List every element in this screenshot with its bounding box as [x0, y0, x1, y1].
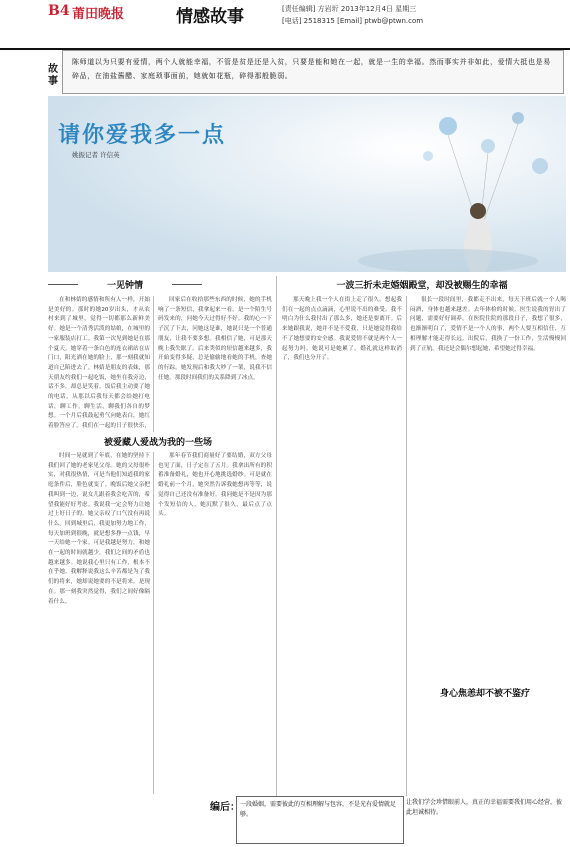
editor-info: [责任编辑] 方岩圻 2013年12月4日 星期三: [282, 5, 417, 13]
article-title: 请你爱我多一点: [58, 123, 227, 148]
text-column: 很长一段时间里，我都走不出来，每天下班后就一个人喝闷酒，身体也越来越差。去年体检的时候，医生说我的胃出了问题，需要好好调养。在医院住院的那段日子，我想了很多，也渐渐明白了，爱情不是一个人的事，两个人要互相信任、互相理解才能走得长远。出院后，我换了一份工作，生活慢慢回到了正轨。我还是会偶尔想起她，希望她过得幸福。: [410, 297, 566, 352]
contact-info: [电话] 2518315 [Email] ptwb@ptwn.com: [282, 17, 424, 25]
subhead-1: 一见钟情: [106, 281, 143, 291]
subhead-4: 身心焦恙却不被不鉴疗: [439, 689, 530, 699]
divider: [48, 284, 78, 285]
story-label: 故事: [48, 64, 58, 87]
section-number: B4: [48, 3, 70, 19]
text-column: 那年春节我们商量好了要结婚，双方父母也见了面，日子定在了五月。我拿出所有的积蓄准备婚礼，她也开心地挑选婚纱。可是就在婚礼前一个月，她突然告诉我她想再等等，说觉得自己还没有准备好。我问她是不是因为那个发短信的人，她沉默了很久，最后点了点头。: [158, 453, 272, 518]
subhead-3: 一波三折未走婚姻殿堂，却没被赐生的幸福: [336, 281, 508, 291]
column-rule: [276, 276, 277, 796]
column-rule: [406, 296, 407, 796]
editor-note-text: 一段婚姻，需要彼此的互相理解与包容，不是光有爱情就足够。: [240, 801, 397, 818]
text-column: 那天晚上我一个人在街上走了很久，想起我们在一起的点点滴滴，心里说不出的难受。我不明白为什么我付出了那么多，她还是要离开。后来她跟我说，她并不是不爱我，只是她觉得我给不了她想要的安全感。我说爱情不就是两个人一起努力吗，她说可是她累了。婚礼就这样取消了，我们也分开了。: [282, 297, 402, 362]
byline: 姚振记者 许信英: [72, 151, 120, 159]
column-rule: [153, 452, 154, 794]
column-title: 情感故事: [176, 7, 244, 27]
editor-note-label: 编后：: [210, 802, 240, 813]
column-rule: [153, 296, 154, 432]
divider: [172, 284, 202, 285]
text-column: 在和林婧的感情和所有人一样，开始是美好的。那时的她20岁出头，才从农村来到了城里，觉得一切都那么新鲜美好。她是一个清秀活泼的姑娘，在城里的一家服装店打工。我第一次见到她是在那个夏天，她穿着一条白色的连衣裙站在店门口，阳光洒在她的脸上，那一刻我就知道自己陷进去了。林婧是朋友的表妹，那天朋友约我们一起吃饭，她坐在我旁边，话不多，却总是笑着。饭后我主动要了她的电话，从那以后我每天都会给她打电话，聊工作，聊生活，聊我们各自的梦想。一个月后我鼓起勇气向她表白，她红着脸答应了。我们在一起的日子很快乐，: [48, 297, 150, 430]
subhead-2: 被爱藏人爱战为我的一些场: [103, 438, 212, 448]
text-column: 回家后在收拾那些东西的时候，她的手机响了一条短信，我拿起来一看，是一个陌生号码发来的，问她今天过得好不好。我的心一下子沉了下去，问她这是谁，她说只是一个普通朋友，让我不要多想。我相信了她，可是那天晚上我失眠了。后来类似的短信越来越多，我开始变得多疑，总是偷偷地看她的手机，查她的行踪。她发现后和我大吵了一架，说我不信任她。那段时间我们的关系降到了冰点。: [158, 297, 272, 381]
quote-text: 陈师道以为只要有爱情，两个人就能幸福，不管是贫是还是入贫，只要是能和她在一起，就是一生的幸福。然而事实并非如此，爱情大抵也是易碎品，在油盐酱醋、家庭琐事面前，她就如花瓶，碎得那般脆弱。: [72, 58, 551, 80]
text-column: 时间一晃就到了年底，在她的坚持下我们回了她的老家见父母。她的父母很朴实，对我很热情，可是当他们知道我的家庭条件后，脸色就变了。晚饭后她父亲把我叫到一边，说女儿跟着我会吃苦的，希望我能好好考虑。我说我一定会努力让她过上好日子的。她父亲叹了口气没有再说什么。回到城里后，我更加努力地工作，每天加班到很晚，就是想多挣一点钱，早一天给她一个家。可是我越是努力，和她在一起的时间就越少，我们之间的矛盾也越来越多。她说我心里只有工作，根本不在乎她。我解释说我这么辛苦都是为了我们的将来，她却说她要的不是将来，是现在。那一刻我突然觉得，我们之间好像隔着什么。: [48, 453, 150, 605]
paper-name: 莆田晚报: [72, 7, 125, 22]
editor-note-right: 让我们学会珍惜眼前人，真正的幸福需要我们用心经营，彼此坦诚相待。: [406, 799, 563, 816]
